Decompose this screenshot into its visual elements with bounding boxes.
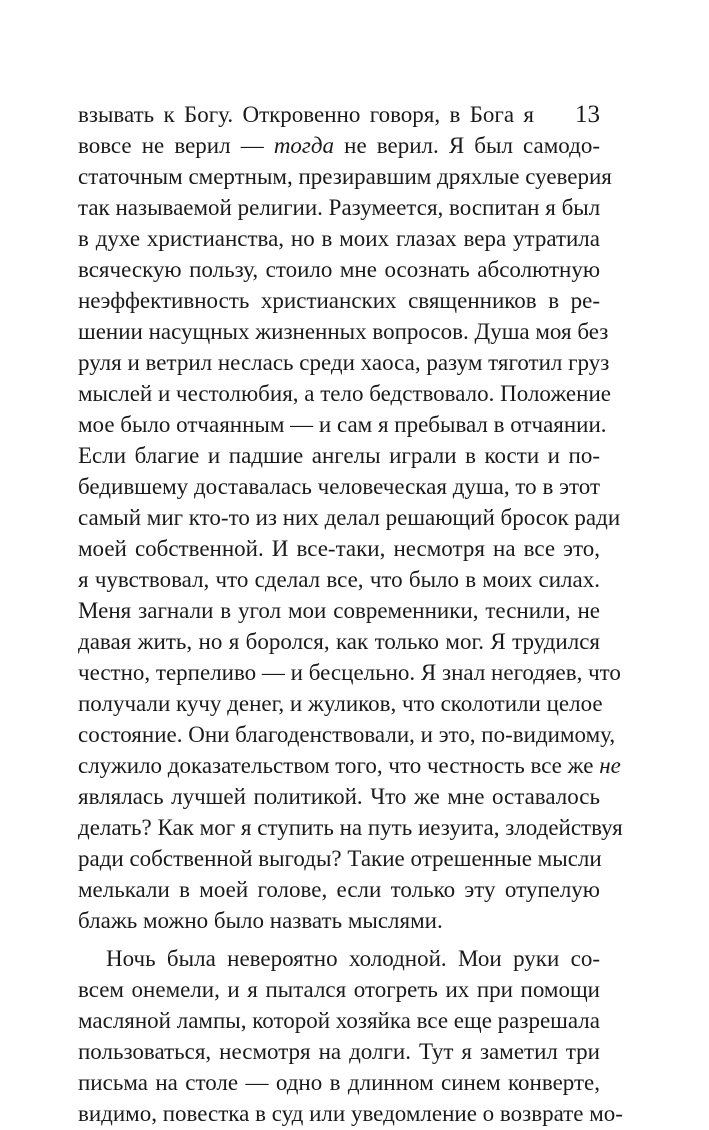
text-line: всяческую пользу, стоило мне осознать абсолютную	[78, 257, 600, 282]
text-line: являлась лучшей политикой. Что же мне оставалось	[78, 784, 600, 809]
text-line: бедившему доставалась человеческая душа, то в этот	[78, 474, 600, 499]
page-number: 13	[575, 101, 600, 128]
text-line: мелькали в моей голове, если только эту отупелую	[78, 877, 600, 902]
text-line: самый миг кто-то из них делал решающий бросок ради	[78, 505, 621, 530]
body-text	[78, 100, 623, 1130]
text-line: масляной лампы, которой хозяйка все еще разрешала	[78, 1008, 600, 1033]
italic-emphasis: не	[599, 753, 621, 778]
text-line: Если благие и падшие ангелы играли в кости и по-	[78, 443, 600, 468]
text-line: видимо, повестка в суд или уведомление о возврате мо-	[78, 1101, 623, 1126]
text-line: давая жить, но я боролся, как только мог. Я трудился	[78, 629, 600, 654]
italic-emphasis: тогда	[273, 133, 335, 158]
paragraph-2	[78, 944, 623, 1130]
text-line: моей собственной. И все-таки, несмотря на все это,	[78, 536, 600, 561]
text-line: состояние. Они благоденствовали, и это, по-видимому,	[78, 722, 616, 747]
text-line: так называемой религии. Разумеется, воспитан я был	[78, 195, 601, 220]
text-line: честно, терпеливо — и бесцельно. Я знал негодяев, что	[78, 660, 621, 685]
text-line: шении насущных жизненных вопросов. Душа моя без	[78, 319, 609, 344]
text-line: делать? Как мог я ступить на путь иезуита, злодействуя	[78, 815, 623, 840]
text-line: служило доказательством того, что честность все же не	[78, 753, 621, 778]
text-line: Меня загнали в угол мои современники, теснили, не	[78, 598, 600, 623]
text-line: блажь можно было назвать мыслями.	[78, 908, 443, 933]
paragraph-1	[78, 100, 623, 937]
text-line: руля и ветрил неслась среди хаоса, разум тяготил груз	[78, 350, 610, 375]
text-line: Ночь была невероятно холодной. Мои руки со-	[106, 946, 600, 971]
text-line: я чувствовал, что сделал все, что было в моих силах.	[78, 567, 600, 592]
text-line: мое было отчаянным — и сам я пребывал в отчаянии.	[78, 412, 607, 437]
text-line: мыслей и честолюбия, а тело бедствовало. Положение	[78, 381, 611, 406]
text-line: получали кучу денег, и жуликов, что сколотили целое	[78, 691, 603, 716]
text-line: взывать к Богу. Откровенно говоря, в Бога я	[78, 102, 534, 127]
text-line: статочным смертным, презиравшим дряхлые суеверия	[78, 164, 612, 189]
text-line: ради собственной выгоды? Такие отрешенные мысли	[78, 846, 602, 871]
text-line: в духе христианства, но в моих глазах вера утратила	[78, 226, 600, 251]
text-line: неэффективность христианских священников в ре-	[78, 288, 600, 313]
text-line: пользоваться, несмотря на долги. Тут я заметил три	[78, 1039, 600, 1064]
text-line: письма на столе — одно в длинном синем конверте,	[78, 1070, 600, 1095]
text-line: вовсе не верил — тогда не верил. Я был самодо-	[78, 133, 600, 158]
text-line: всем онемели, и я пытался отогреть их при помощи	[78, 977, 600, 1002]
